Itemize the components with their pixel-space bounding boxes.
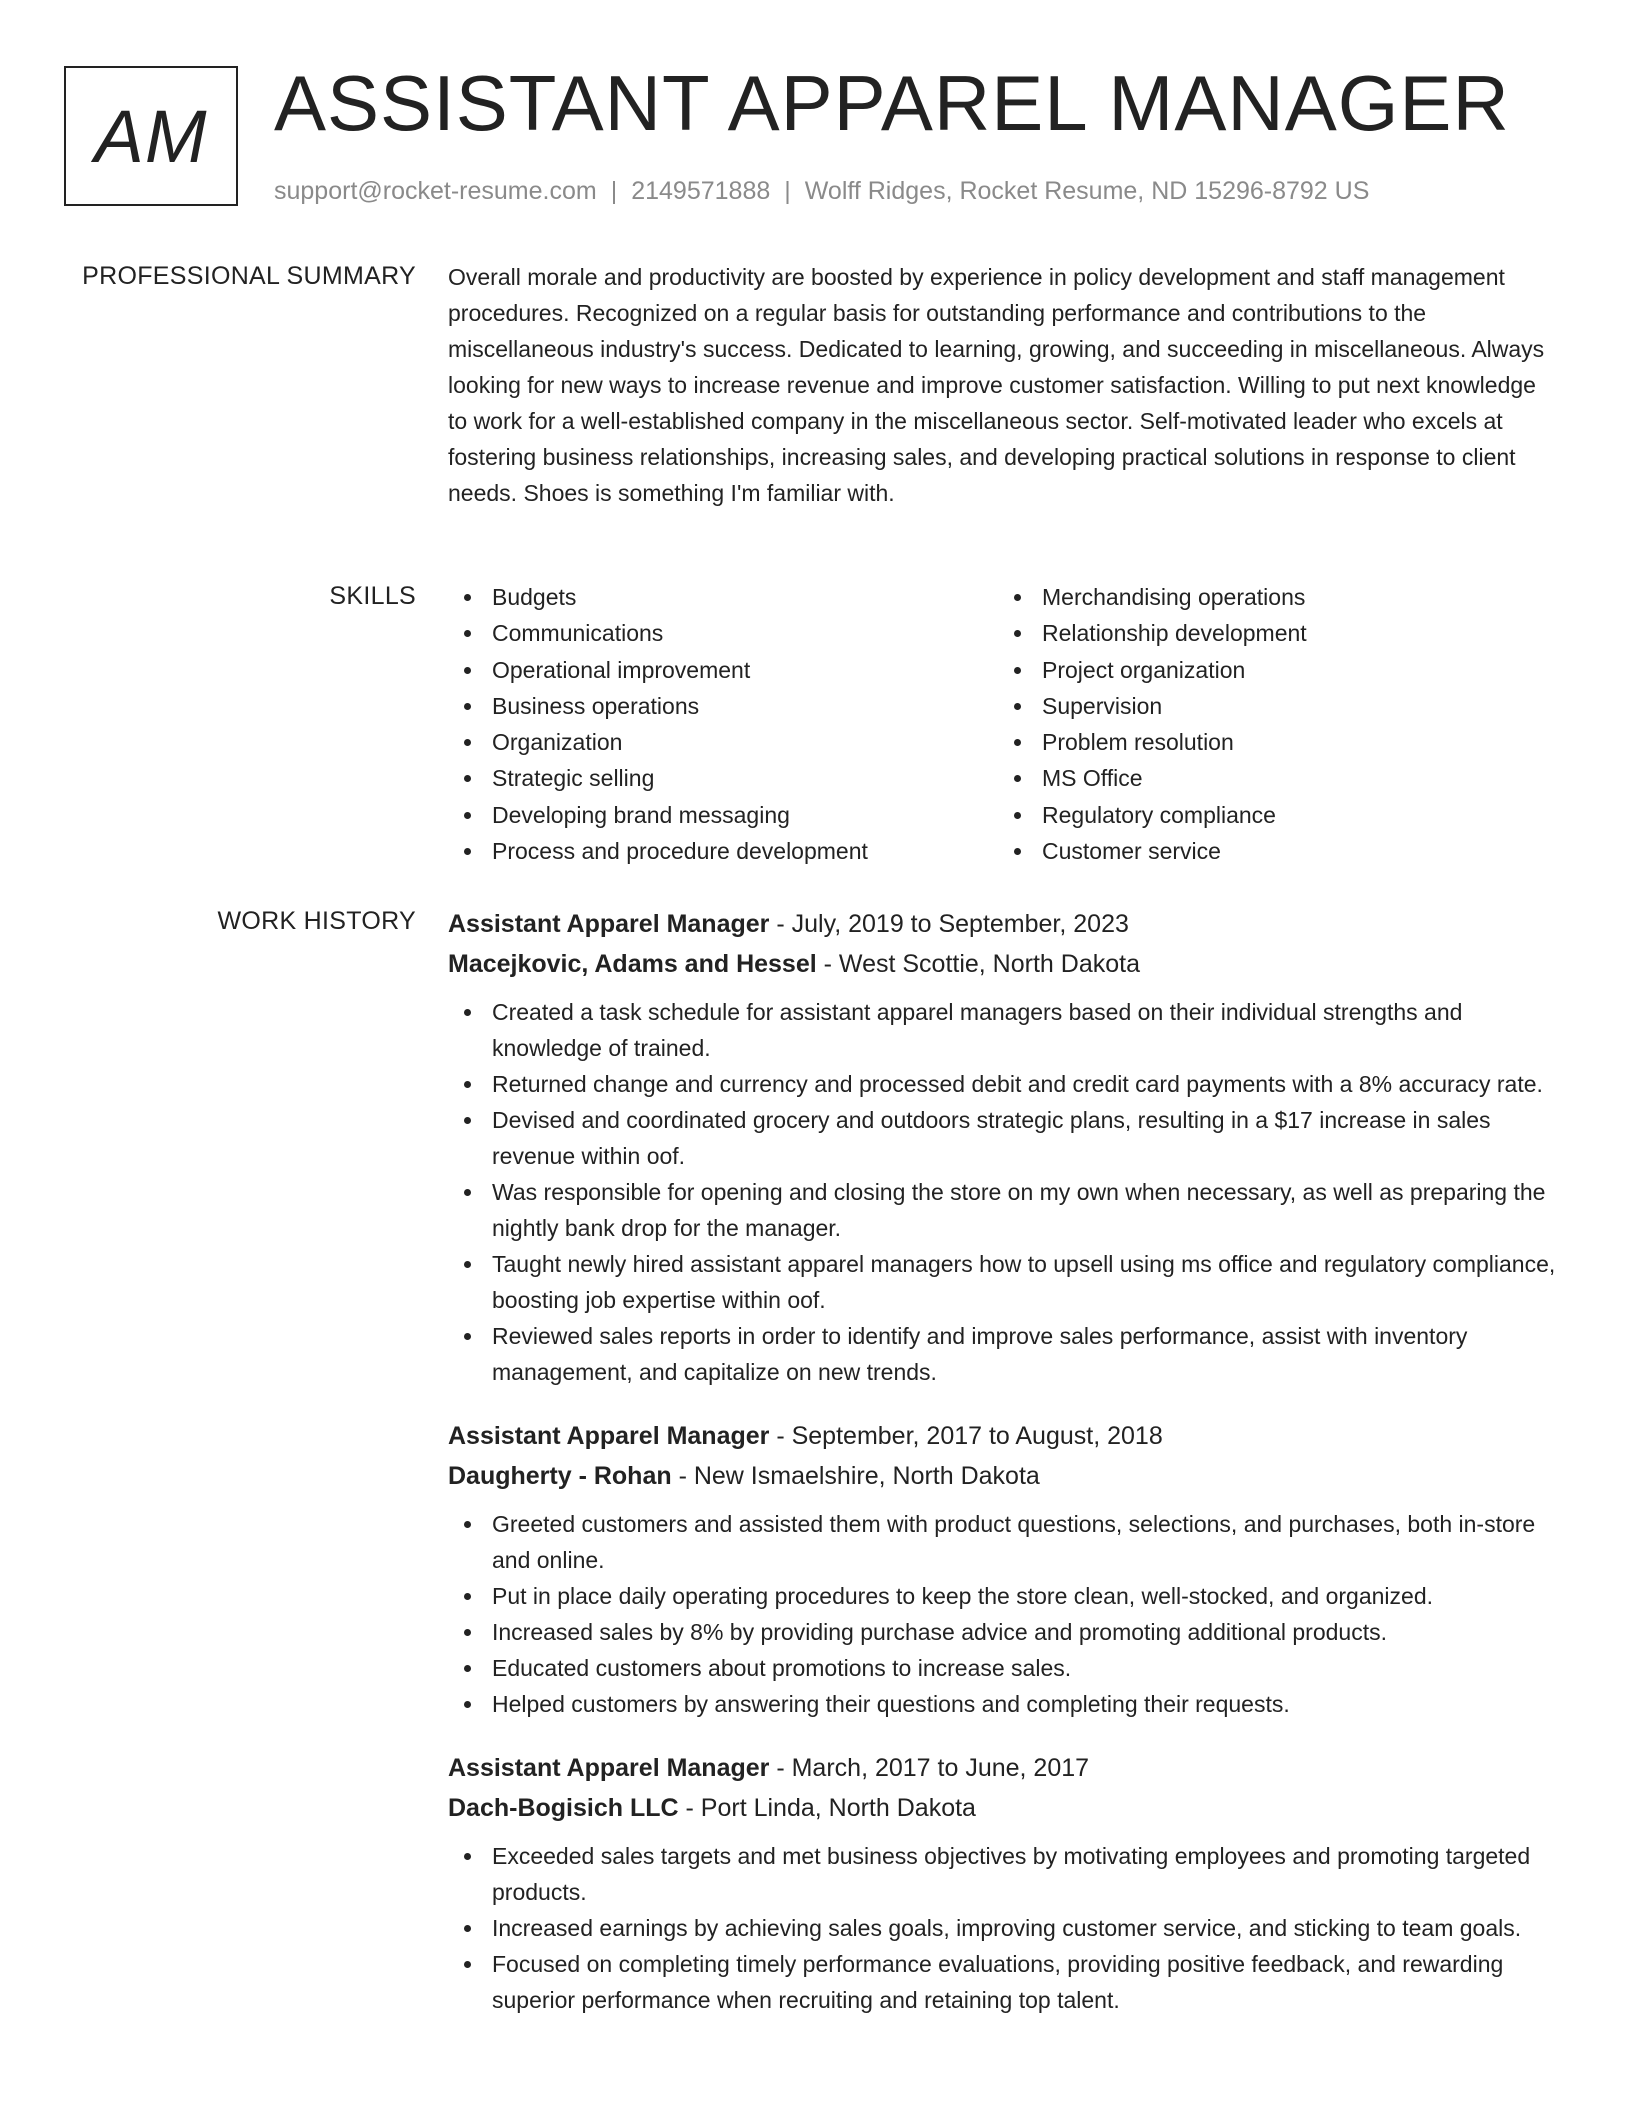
monogram-initials: AM bbox=[94, 94, 208, 178]
job-company-line bbox=[448, 1788, 1568, 1828]
job-title-line bbox=[448, 1416, 1568, 1456]
contact-separator: | bbox=[784, 177, 791, 205]
skills-list-right bbox=[998, 579, 1548, 869]
job-location: - New Ismaelshire, North Dakota bbox=[671, 1462, 1040, 1490]
job-bullet: Increased sales by 8% by providing purchase advice and promoting additional products. bbox=[448, 1614, 1568, 1650]
monogram-box bbox=[64, 66, 238, 206]
work-history-body bbox=[448, 904, 1568, 2018]
job-bullet: Created a task schedule for assistant apparel managers based on their individual strengths and knowledge of trained. bbox=[448, 994, 1568, 1066]
job-bullet: Put in place daily operating procedures to keep the store clean, well-stocked, and organized. bbox=[448, 1578, 1568, 1614]
job-title-line bbox=[448, 1748, 1568, 1788]
resume-title: ASSISTANT APPAREL MANAGER bbox=[274, 59, 1510, 147]
job-bullet: Returned change and currency and processed debit and credit card payments with a 8% accuracy rate. bbox=[448, 1066, 1568, 1102]
job-bullets bbox=[448, 994, 1568, 1390]
skill-item: Operational improvement bbox=[448, 652, 998, 688]
job-dates: - March, 2017 to June, 2017 bbox=[769, 1754, 1090, 1782]
contact-phone: 2149571888 bbox=[631, 177, 771, 205]
job-location: - West Scottie, North Dakota bbox=[816, 950, 1140, 978]
job-company-line bbox=[448, 1456, 1568, 1496]
job-title: Assistant Apparel Manager bbox=[448, 910, 770, 938]
section-heading: WORK HISTORY bbox=[217, 907, 416, 935]
skill-item: Budgets bbox=[448, 579, 998, 615]
job-bullets bbox=[448, 1838, 1568, 2018]
job-company: Macejkovic, Adams and Hessel bbox=[448, 950, 817, 978]
skill-item: Strategic selling bbox=[448, 760, 998, 796]
job-bullets bbox=[448, 1506, 1568, 1722]
skill-item: Relationship development bbox=[998, 615, 1548, 651]
skill-item: Project organization bbox=[998, 652, 1548, 688]
job-title: Assistant Apparel Manager bbox=[448, 1754, 770, 1782]
job-location: - Port Linda, North Dakota bbox=[678, 1794, 976, 1822]
job-company-line bbox=[448, 944, 1568, 984]
contact-address: Wolff Ridges, Rocket Resume, ND 15296-8792 US bbox=[804, 177, 1370, 205]
skill-item: Organization bbox=[448, 724, 998, 760]
job-bullet: Exceeded sales targets and met business objectives by motivating employees and promoting targeted products. bbox=[448, 1838, 1568, 1910]
skills-body bbox=[448, 579, 1568, 869]
summary-body bbox=[448, 259, 1568, 511]
skill-item: Supervision bbox=[998, 688, 1548, 724]
job-bullet: Reviewed sales reports in order to identify and improve sales performance, assist with inventory management, and capitalize on new trends. bbox=[448, 1318, 1568, 1390]
job-company: Daugherty - Rohan bbox=[448, 1462, 672, 1490]
skill-item: Business operations bbox=[448, 688, 998, 724]
skill-item: Communications bbox=[448, 615, 998, 651]
skill-item: MS Office bbox=[998, 760, 1548, 796]
skill-item: Developing brand messaging bbox=[448, 797, 998, 833]
job-bullet: Was responsible for opening and closing the store on my own when necessary, as well as preparing the nightly bank drop for the manager. bbox=[448, 1174, 1568, 1246]
skill-item: Regulatory compliance bbox=[998, 797, 1548, 833]
job-company: Dach-Bogisich LLC bbox=[448, 1794, 679, 1822]
skill-item: Merchandising operations bbox=[998, 579, 1548, 615]
job-title: Assistant Apparel Manager bbox=[448, 1422, 770, 1450]
job-bullet: Helped customers by answering their questions and completing their requests. bbox=[448, 1686, 1568, 1722]
skill-item: Process and procedure development bbox=[448, 833, 998, 869]
job-dates: - September, 2017 to August, 2018 bbox=[769, 1422, 1163, 1450]
job-title-line bbox=[448, 904, 1568, 944]
contact-email: support@rocket-resume.com bbox=[274, 177, 597, 205]
job-entry bbox=[448, 1416, 1568, 1722]
skill-item: Problem resolution bbox=[998, 724, 1548, 760]
job-bullet: Greeted customers and assisted them with product questions, selections, and purchases, both in-store and online. bbox=[448, 1506, 1568, 1578]
job-bullet: Educated customers about promotions to increase sales. bbox=[448, 1650, 1568, 1686]
section-heading: SKILLS bbox=[329, 582, 416, 610]
job-bullet: Increased earnings by achieving sales goals, improving customer service, and sticking to team goals. bbox=[448, 1910, 1568, 1946]
skills-list-left bbox=[448, 579, 998, 869]
summary-text: Overall morale and productivity are boosted by experience in policy development and staff management procedures. Recognized on a regular basis for outstanding performance and contributions to the miscellaneous industry's success. Dedicated to learning, growing, and succeeding in miscellaneous. Always looking for new ways to increase revenue and improve customer satisfaction. Willing to put next knowledge to work for a well-established company in the miscellaneous sector. Self-motivated leader who excels at fostering business relationships, increasing sales, and developing practical solutions in response to client needs. Shoes is something I'm familiar with. bbox=[448, 264, 1545, 506]
job-entry bbox=[448, 1748, 1568, 2018]
section-heading: PROFESSIONAL SUMMARY bbox=[82, 262, 416, 290]
job-bullet: Taught newly hired assistant apparel managers how to upsell using ms office and regulatory compliance, boosting job expertise within oof. bbox=[448, 1246, 1568, 1318]
skills-columns bbox=[448, 579, 1568, 869]
job-bullet: Devised and coordinated grocery and outdoors strategic plans, resulting in a $17 increase in sales revenue within oof. bbox=[448, 1102, 1568, 1174]
skill-item: Customer service bbox=[998, 833, 1548, 869]
contact-line bbox=[274, 176, 1369, 206]
job-entry bbox=[448, 904, 1568, 1390]
job-bullet: Focused on completing timely performance evaluations, providing positive feedback, and rewarding superior performance when recruiting and retaining top talent. bbox=[448, 1946, 1568, 2018]
job-dates: - July, 2019 to September, 2023 bbox=[769, 910, 1129, 938]
contact-separator: | bbox=[610, 177, 618, 205]
